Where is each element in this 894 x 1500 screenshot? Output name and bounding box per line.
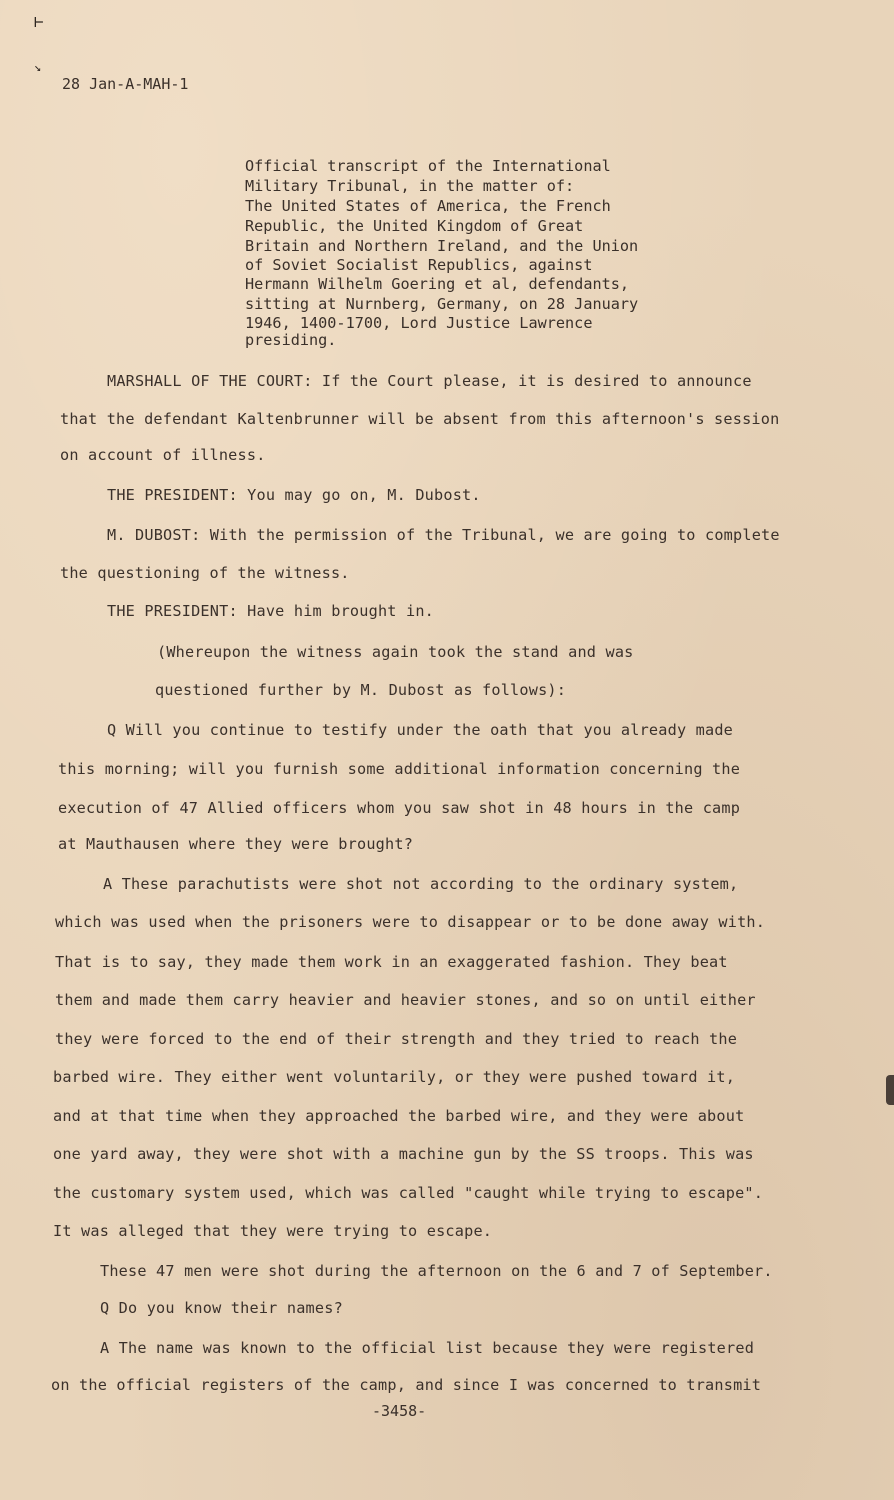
margin-mark: ↘ [34,60,42,74]
transcript-line: MARSHALL OF THE COURT: If the Court please, it is desired to announce [107,372,752,390]
caption-line: of Soviet Socialist Republics, against [245,256,593,274]
page-number: -3458- [372,1402,427,1420]
transcript-line: That is to say, they made them work in an exaggerated fashion. They beat [55,953,728,971]
transcript-line: THE PRESIDENT: Have him brought in. [107,602,435,620]
margin-mark: ⊢ [34,12,44,31]
caption-line: 1946, 1400-1700, Lord Justice Lawrence [245,314,593,332]
transcript-line: (Whereupon the witness again took the stand and was [157,643,634,661]
caption-line: sitting at Nurnberg, Germany, on 28 January [245,295,639,313]
transcript-line: questioned further by M. Dubost as follows): [155,681,567,699]
caption-line: presiding. [245,331,337,349]
transcript-line: A These parachutists were shot not according to the ordinary system, [103,875,739,893]
caption-line: The United States of America, the French [245,197,611,215]
transcript-line: Q Will you continue to testify under the oath that you already made [107,721,734,739]
transcript-line: which was used when the prisoners were to disappear or to be done away with. [55,913,766,931]
transcript-line: them and made them carry heavier and heavier stones, and so on until either [55,991,756,1009]
caption-line: Official transcript of the International [245,157,611,175]
caption-line: Republic, the United Kingdom of Great [245,217,584,235]
transcript-line: and at that time when they approached the barbed wire, and they were about [53,1107,745,1125]
transcript-line: THE PRESIDENT: You may go on, M. Dubost. [107,486,481,504]
transcript-line: M. DUBOST: With the permission of the Tribunal, we are going to complete [107,526,780,544]
page-edge-shadow [886,1075,894,1105]
transcript-line: barbed wire. They either went voluntarily, or they were pushed toward it, [53,1068,736,1086]
transcript-line: that the defendant Kaltenbrunner will be absent from this afternoon's session [60,410,780,428]
transcript-line: These 47 men were shot during the afternoon on the 6 and 7 of September. [100,1262,773,1280]
caption-line: Britain and Northern Ireland, and the Union [245,237,639,255]
caption-line: Hermann Wilhelm Goering et al, defendants, [245,275,630,293]
transcript-line: one yard away, they were shot with a machine gun by the SS troops. This was [53,1145,754,1163]
caption-line: Military Tribunal, in the matter of: [245,177,575,195]
transcript-line: the questioning of the witness. [60,564,350,582]
transcript-line: Q Do you know their names? [100,1299,343,1317]
document-reference: 28 Jan-A-MAH-1 [62,75,189,93]
transcript-line: the customary system used, which was called "caught while trying to escape". [53,1184,764,1202]
transcript-line: at Mauthausen where they were brought? [58,835,414,853]
transcript-line: execution of 47 Allied officers whom you saw shot in 48 hours in the camp [58,799,741,817]
transcript-line: this morning; will you furnish some additional information concerning the [58,760,741,778]
transcript-line: A The name was known to the official list because they were registered [100,1339,755,1357]
transcript-line: they were forced to the end of their strength and they tried to reach the [55,1030,738,1048]
transcript-line: on the official registers of the camp, and since I was concerned to transmit [51,1376,762,1394]
transcript-line: It was alleged that they were trying to escape. [53,1222,493,1240]
transcript-line: on account of illness. [60,446,266,464]
